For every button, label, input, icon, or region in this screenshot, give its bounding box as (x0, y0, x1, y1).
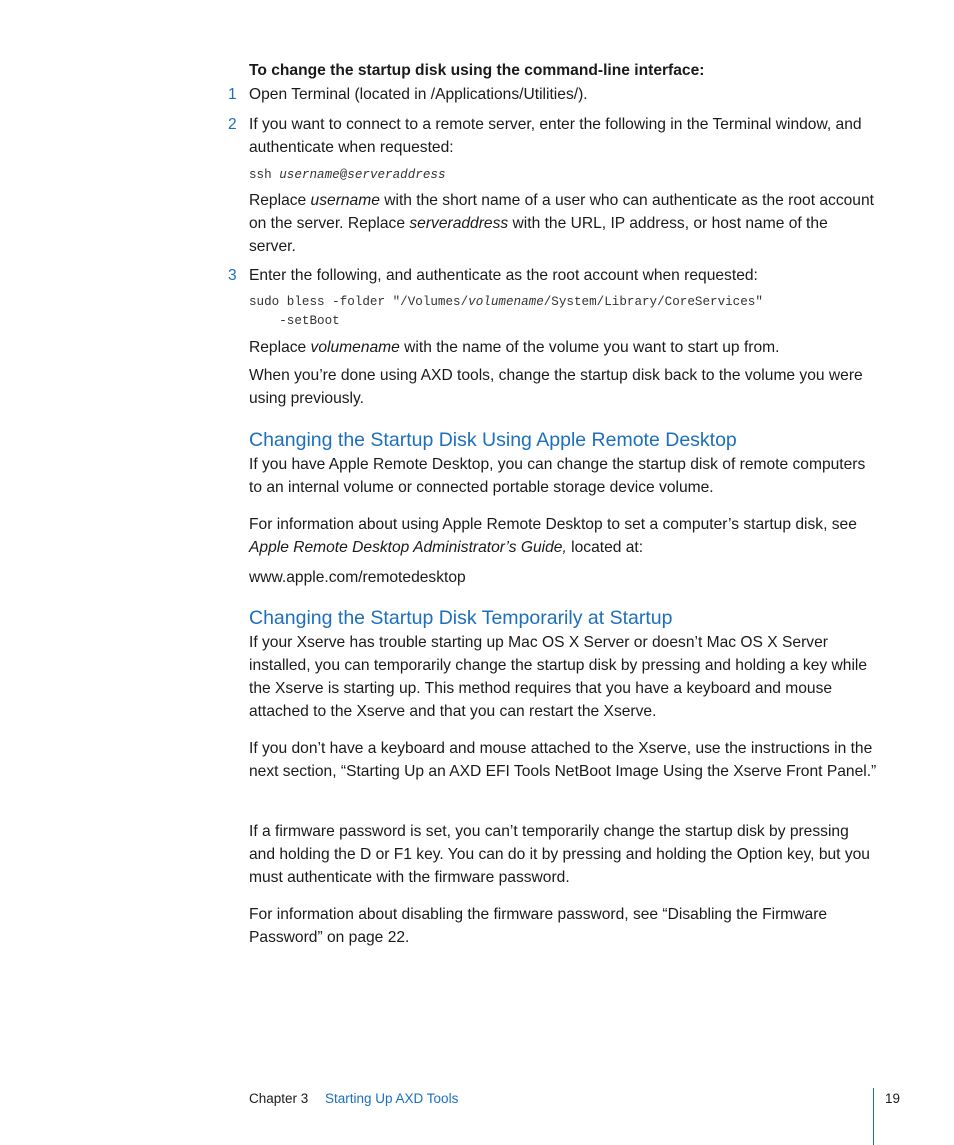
step-3-after-text: When you’re done using AXD tools, change the startup disk back to the volume you were using previously. (249, 367, 863, 407)
page-number: 19 (885, 1091, 901, 1106)
temp-paragraph-4: For information about disabling the firmware password, see “Disabling the Firmware Password” on page 22. (249, 906, 828, 946)
ard-guide-title: Apple Remote Desktop Administrator’s Guide, (249, 539, 567, 556)
temp-paragraph-3: If a firmware password is set, you can’t temporarily change the startup disk by pressing and holding the D or F1 key. You can do it by pressing and holding the Option key, but you must authenticate with the firmware password. (249, 823, 870, 886)
section-title-ard: Changing the Startup Disk Using Apple Remote Desktop (249, 429, 737, 451)
step-2-number: 2 (228, 116, 237, 133)
temp-paragraph-1: If your Xserve has trouble starting up Mac OS X Server or doesn’t Mac OS X Server installed, you can temporarily change the startup disk by pressing and holding a key while the Xserve is starting up. This method requires that you have a keyboard and mouse attached to the Xserve and that you can restart the Xserve. (249, 634, 868, 720)
ssh-cmd: ssh (249, 168, 280, 182)
ard-paragraph-2: For information about using Apple Remote Desktop to set a computer’s startup disk, see Apple Remote Desktop Administrator’s Guide, located at: (249, 516, 857, 556)
step-3-number: 3 (228, 267, 237, 284)
step-3-text: Enter the following, and authenticate as the root account when requested: (249, 267, 758, 284)
ard-url: www.apple.com/remotedesktop (249, 569, 466, 586)
step-2-replace-text: Replace username with the short name of a user who can authenticate as the root account on the server. Replace serveraddress with the URL, IP address, or host name of the server. (249, 192, 874, 255)
bless-volumename: volumename (468, 295, 544, 309)
footer-chapter: Chapter 3 (249, 1091, 309, 1106)
ssh-at: @ (339, 168, 348, 182)
step-2-text: If you want to connect to a remote server, enter the following in the Terminal window, and authenticate when requested: (249, 116, 862, 156)
ssh-serveraddress: serveraddress (347, 168, 446, 182)
footer-divider (873, 1088, 874, 1145)
step-3-replace-text: Replace volumename with the name of the volume you want to start up from. (249, 339, 780, 356)
ssh-command (249, 166, 877, 185)
step-1-number: 1 (228, 86, 237, 103)
step-1-text: Open Terminal (located in /Applications/Utilities/). (249, 86, 588, 103)
footer-chapter-title: Starting Up AXD Tools (325, 1091, 459, 1106)
bless-command: sudo bless -folder "/Volumes/volumename/System/Library/CoreServices" -setBoot (249, 295, 763, 328)
section-title-temporary: Changing the Startup Disk Temporarily at Startup (249, 607, 673, 629)
ard-paragraph-1: If you have Apple Remote Desktop, you can change the startup disk of remote computers to an internal volume or connected portable storage device volume. (249, 456, 866, 496)
ssh-username: username (279, 168, 340, 182)
temp-paragraph-2: If you don’t have a keyboard and mouse attached to the Xserve, use the instructions in the next section, “Starting Up an AXD EFI Tools NetBoot Image Using the Xserve Front Panel.” (249, 740, 877, 780)
procedure-heading: To change the startup disk using the command-line interface: (249, 62, 705, 79)
